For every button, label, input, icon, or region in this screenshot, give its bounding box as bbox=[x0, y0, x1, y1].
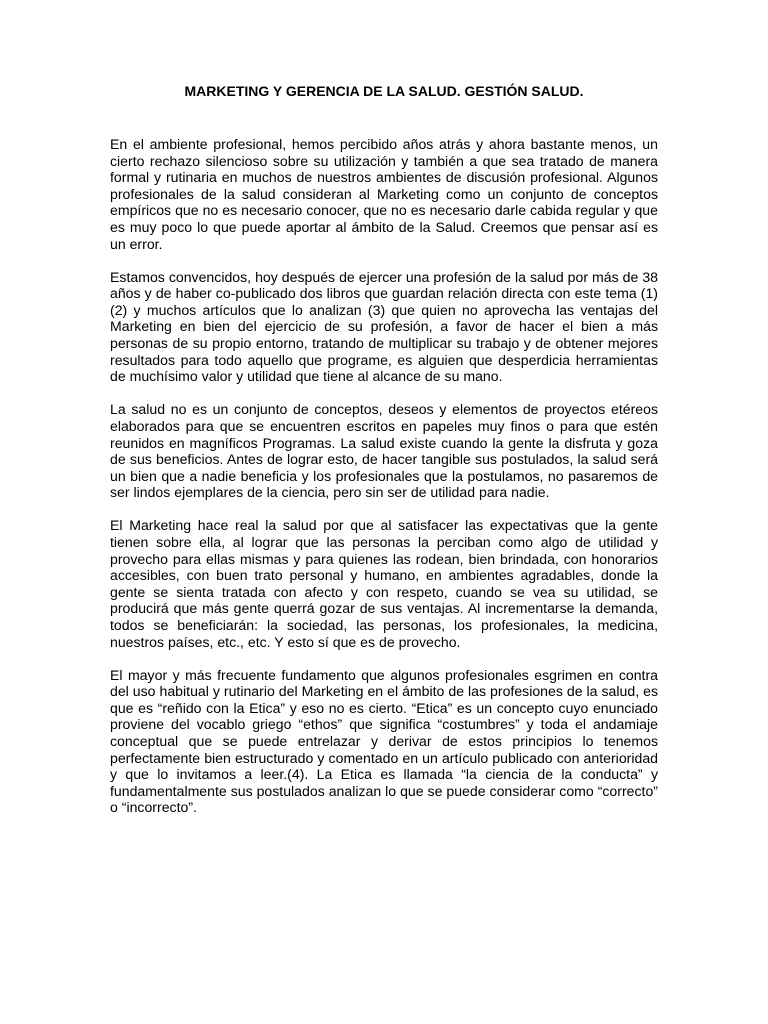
document-title: MARKETING Y GERENCIA DE LA SALUD. GESTIÓN SALUD. bbox=[184, 83, 584, 99]
document-page bbox=[110, 83, 658, 832]
paragraph-3: La salud no es un conjunto de conceptos, deseos y elementos de proyectos etéreos elaborados para que se encuentren escritos en papeles muy finos o para que estén reunidos en magníficos Programas. La salud existe cuando la gente la disfruta y goza de sus beneficios. Antes de lograr esto, de hacer tangible sus postulados, la salud será un bien que a nadie beneficia y los profesionales que la postulamos, no pasaremos de ser lindos ejemplares de la ciencia, pero sin ser de utilidad para nadie. bbox=[110, 401, 658, 501]
paragraph-5: El mayor y más frecuente fundamento que algunos profesionales esgrimen en contra del uso habitual y rutinario del Marketing en el ámbito de las profesiones de la salud, es que es “reñido con la Etica” y eso no es cierto. “Etica” es un concepto cuyo enunciado proviene del vocablo griego “ethos” que significa “costumbres” y toda el andamiaje conceptual que se puede entrelazar y derivar de estos principios lo tenemos perfectamente bien estructurado y comentado en un artículo publicado con anterioridad y que lo invitamos a leer.(4). La Etica es llamada “la ciencia de la conducta” y fundamentalmente sus postulados analizan lo que se puede considerar como “correcto” o “incorrecto”. bbox=[110, 666, 658, 816]
paragraph-4: El Marketing hace real la salud por que al satisfacer las expectativas que la gente tienen sobre ella, al lograr que las personas la perciban como algo de utilidad y provecho para ellas mismas y para quienes las rodean, bien brindada, con honorarios accesibles, con buen trato personal y humano, en ambientes agradables, donde la gente se sienta tratada con afecto y con respeto, cuando se vea su utilidad, se producirá que más gente querrá gozar de sus ventajas. Al incrementarse la demanda, todos se beneficiarán: la sociedad, las personas, los profesionales, la medicina, nuestros países, etc., etc. Y esto sí que es de provecho. bbox=[110, 517, 658, 650]
paragraph-1: En el ambiente profesional, hemos percibido años atrás y ahora bastante menos, un cierto rechazo silencioso sobre su utilización y también a que sea tratado de manera formal y rutinaria en muchos de nuestros ambientes de discusión profesional. Algunos profesionales de la salud consideran al Marketing como un conjunto de conceptos empíricos que no es necesario conocer, que no es necesario darle cabida regular y que es muy poco lo que puede aportar al ámbito de la Salud. Creemos que pensar así es un error. bbox=[110, 136, 658, 252]
paragraph-2: Estamos convencidos, hoy después de ejercer una profesión de la salud por más de 38 años y de haber co-publicado dos libros que guardan relación directa con este tema (1)(2) y muchos artículos que lo analizan (3) que quien no aprovecha las ventajas del Marketing en bien del ejercicio de su profesión, a favor de hacer el bien a más personas de su propio entorno, tratando de multiplicar su trabajo y de obtener mejores resultados para todo aquello que programe, es alguien que desperdicia herramientas de muchísimo valor y utilidad que tiene al alcance de su mano. bbox=[110, 268, 658, 385]
